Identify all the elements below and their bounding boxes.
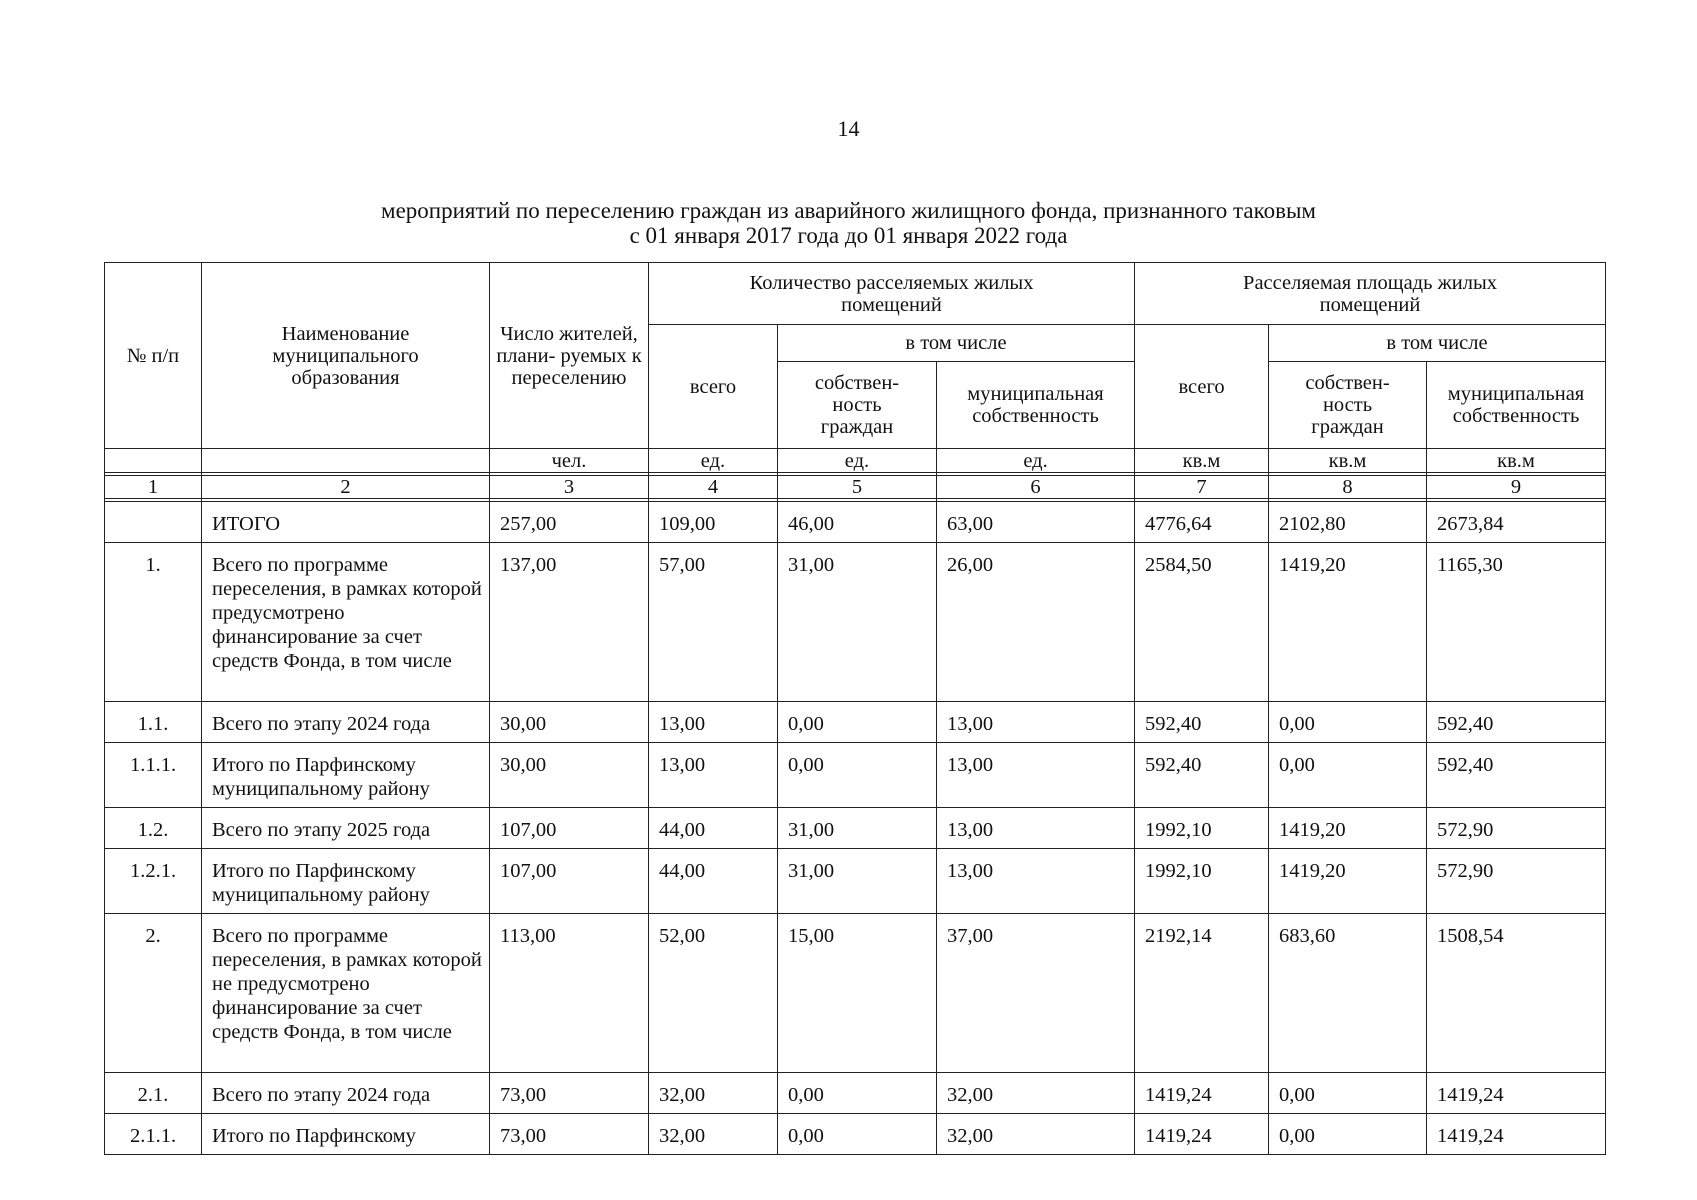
- resettlement-table: [104, 262, 1606, 1155]
- value-residents: 257,00: [490, 502, 649, 543]
- header-area-group: Расселяемая площадь жилых помещений: [1135, 263, 1606, 325]
- value-area-municipal: 2673,84: [1427, 502, 1606, 543]
- value-rooms-municipal: 32,00: [937, 1073, 1135, 1114]
- value-rooms-citizens: 0,00: [778, 702, 937, 743]
- column-number: 3: [490, 476, 649, 499]
- title-line-1: мероприятий по переселению граждан из аварийного жилищного фонда, признанного таковым: [381, 198, 1316, 223]
- unit-cell: ед.: [937, 449, 1135, 473]
- table-header: [105, 263, 1606, 502]
- value-residents: 73,00: [490, 1114, 649, 1155]
- value-rooms-total: 109,00: [649, 502, 778, 543]
- header-rooms-municipal: муниципальная собственность: [937, 362, 1135, 449]
- value-area-total: 592,40: [1135, 702, 1269, 743]
- value-area-municipal: 572,90: [1427, 808, 1606, 849]
- value-rooms-municipal: 13,00: [937, 808, 1135, 849]
- table-row: [105, 702, 1606, 743]
- row-number: 2.: [105, 914, 202, 1073]
- value-area-citizens: 0,00: [1269, 1073, 1427, 1114]
- table-row: [105, 914, 1606, 1073]
- table-row: [105, 743, 1606, 808]
- value-rooms-citizens: 46,00: [778, 502, 937, 543]
- unit-blank-2: [202, 449, 490, 473]
- value-rooms-total: 44,00: [649, 849, 778, 914]
- unit-blank-1: [105, 449, 202, 473]
- row-name: Итого по Парфинскому муниципальному району: [202, 849, 490, 914]
- row-name: Всего по программе переселения, в рамках которой предусмотрено финансирование за счет средств Фонда, в том числе: [202, 543, 490, 702]
- value-rooms-municipal: 26,00: [937, 543, 1135, 702]
- value-rooms-total: 57,00: [649, 543, 778, 702]
- value-residents: 30,00: [490, 702, 649, 743]
- value-area-citizens: 0,00: [1269, 702, 1427, 743]
- value-area-municipal: 1419,24: [1427, 1114, 1606, 1155]
- value-area-total: 2584,50: [1135, 543, 1269, 702]
- value-area-municipal: 592,40: [1427, 743, 1606, 808]
- row-number: 1.: [105, 543, 202, 702]
- value-rooms-municipal: 63,00: [937, 502, 1135, 543]
- value-rooms-citizens: 31,00: [778, 543, 937, 702]
- value-area-citizens: 1419,20: [1269, 849, 1427, 914]
- row-number: 1.1.: [105, 702, 202, 743]
- value-area-citizens: 0,00: [1269, 1114, 1427, 1155]
- value-residents: 30,00: [490, 743, 649, 808]
- table-row: [105, 1073, 1606, 1114]
- value-area-total: 2192,14: [1135, 914, 1269, 1073]
- unit-cell: кв.м: [1269, 449, 1427, 473]
- value-area-municipal: 1508,54: [1427, 914, 1606, 1073]
- unit-cell: кв.м: [1427, 449, 1606, 473]
- header-area-total: всего: [1135, 325, 1269, 449]
- header-residents: Число жителей, плани- руемых к переселению: [490, 263, 649, 449]
- value-area-total: 1992,10: [1135, 849, 1269, 914]
- row-name: Всего по этапу 2024 года: [202, 1073, 490, 1114]
- page-number: 14: [837, 116, 860, 141]
- value-area-citizens: 2102,80: [1269, 502, 1427, 543]
- value-rooms-total: 32,00: [649, 1114, 778, 1155]
- value-residents: 107,00: [490, 849, 649, 914]
- value-area-total: 4776,64: [1135, 502, 1269, 543]
- column-number: 8: [1269, 476, 1427, 499]
- row-number: 1.2.: [105, 808, 202, 849]
- value-area-citizens: 683,60: [1269, 914, 1427, 1073]
- header-rooms-citizens: собствен- ность граждан: [778, 362, 937, 449]
- row-number: 2.1.: [105, 1073, 202, 1114]
- value-rooms-municipal: 13,00: [937, 849, 1135, 914]
- unit-cell: ед.: [649, 449, 778, 473]
- value-area-citizens: 0,00: [1269, 743, 1427, 808]
- value-area-municipal: 1419,24: [1427, 1073, 1606, 1114]
- value-area-total: 592,40: [1135, 743, 1269, 808]
- column-number: 9: [1427, 476, 1606, 499]
- document-title: [0, 198, 1697, 248]
- value-rooms-citizens: 31,00: [778, 849, 937, 914]
- value-rooms-total: 13,00: [649, 743, 778, 808]
- row-name: Всего по программе переселения, в рамках которой не предусмотрено финансирование за счет средств Фонда, в том числе: [202, 914, 490, 1073]
- unit-cell: кв.м: [1135, 449, 1269, 473]
- value-area-citizens: 1419,20: [1269, 543, 1427, 702]
- row-name: Всего по этапу 2025 года: [202, 808, 490, 849]
- value-rooms-municipal: 32,00: [937, 1114, 1135, 1155]
- value-rooms-municipal: 13,00: [937, 702, 1135, 743]
- column-number: 6: [937, 476, 1135, 499]
- table-row: [105, 849, 1606, 914]
- table-row: [105, 1114, 1606, 1155]
- value-residents: 107,00: [490, 808, 649, 849]
- column-number: 4: [649, 476, 778, 499]
- header-num: № п/п: [105, 263, 202, 449]
- value-residents: 73,00: [490, 1073, 649, 1114]
- value-area-municipal: 1165,30: [1427, 543, 1606, 702]
- value-rooms-total: 13,00: [649, 702, 778, 743]
- row-number: [105, 502, 202, 543]
- value-area-total: 1992,10: [1135, 808, 1269, 849]
- value-rooms-citizens: 0,00: [778, 1073, 937, 1114]
- value-rooms-citizens: 15,00: [778, 914, 937, 1073]
- value-rooms-total: 52,00: [649, 914, 778, 1073]
- row-number: 2.1.1.: [105, 1114, 202, 1155]
- value-rooms-municipal: 13,00: [937, 743, 1135, 808]
- value-rooms-citizens: 0,00: [778, 1114, 937, 1155]
- value-rooms-total: 32,00: [649, 1073, 778, 1114]
- row-name: Всего по этапу 2024 года: [202, 702, 490, 743]
- row-number: 1.2.1.: [105, 849, 202, 914]
- header-area-municipal: муниципальная собственность: [1427, 362, 1606, 449]
- value-rooms-citizens: 31,00: [778, 808, 937, 849]
- column-number: 5: [778, 476, 937, 499]
- title-line-2: с 01 января 2017 года до 01 января 2022 года: [629, 223, 1068, 248]
- column-number: 1: [105, 476, 202, 499]
- value-rooms-total: 44,00: [649, 808, 778, 849]
- value-rooms-municipal: 37,00: [937, 914, 1135, 1073]
- header-rooms-total: всего: [649, 325, 778, 449]
- value-residents: 137,00: [490, 543, 649, 702]
- row-name: ИТОГО: [202, 502, 490, 543]
- table-row: [105, 502, 1606, 543]
- value-area-municipal: 572,90: [1427, 849, 1606, 914]
- column-number: 2: [202, 476, 490, 499]
- column-number: 7: [1135, 476, 1269, 499]
- value-area-municipal: 592,40: [1427, 702, 1606, 743]
- header-rooms-group: Количество расселяемых жилых помещений: [649, 263, 1135, 325]
- header-rooms-including: в том числе: [778, 325, 1135, 362]
- header-area-citizens: собствен- ность граждан: [1269, 362, 1427, 449]
- header-area-including: в том числе: [1269, 325, 1606, 362]
- row-name: Итого по Парфинскому муниципальному району: [202, 743, 490, 808]
- value-area-total: 1419,24: [1135, 1073, 1269, 1114]
- value-area-total: 1419,24: [1135, 1114, 1269, 1155]
- table-row: [105, 543, 1606, 702]
- unit-cell: ед.: [778, 449, 937, 473]
- unit-cell: чел.: [490, 449, 649, 473]
- header-name: Наименование муниципального образования: [202, 263, 490, 449]
- row-name: Итого по Парфинскому: [202, 1114, 490, 1155]
- value-rooms-citizens: 0,00: [778, 743, 937, 808]
- value-residents: 113,00: [490, 914, 649, 1073]
- table-body: [105, 502, 1606, 1155]
- table-row: [105, 808, 1606, 849]
- row-number: 1.1.1.: [105, 743, 202, 808]
- value-area-citizens: 1419,20: [1269, 808, 1427, 849]
